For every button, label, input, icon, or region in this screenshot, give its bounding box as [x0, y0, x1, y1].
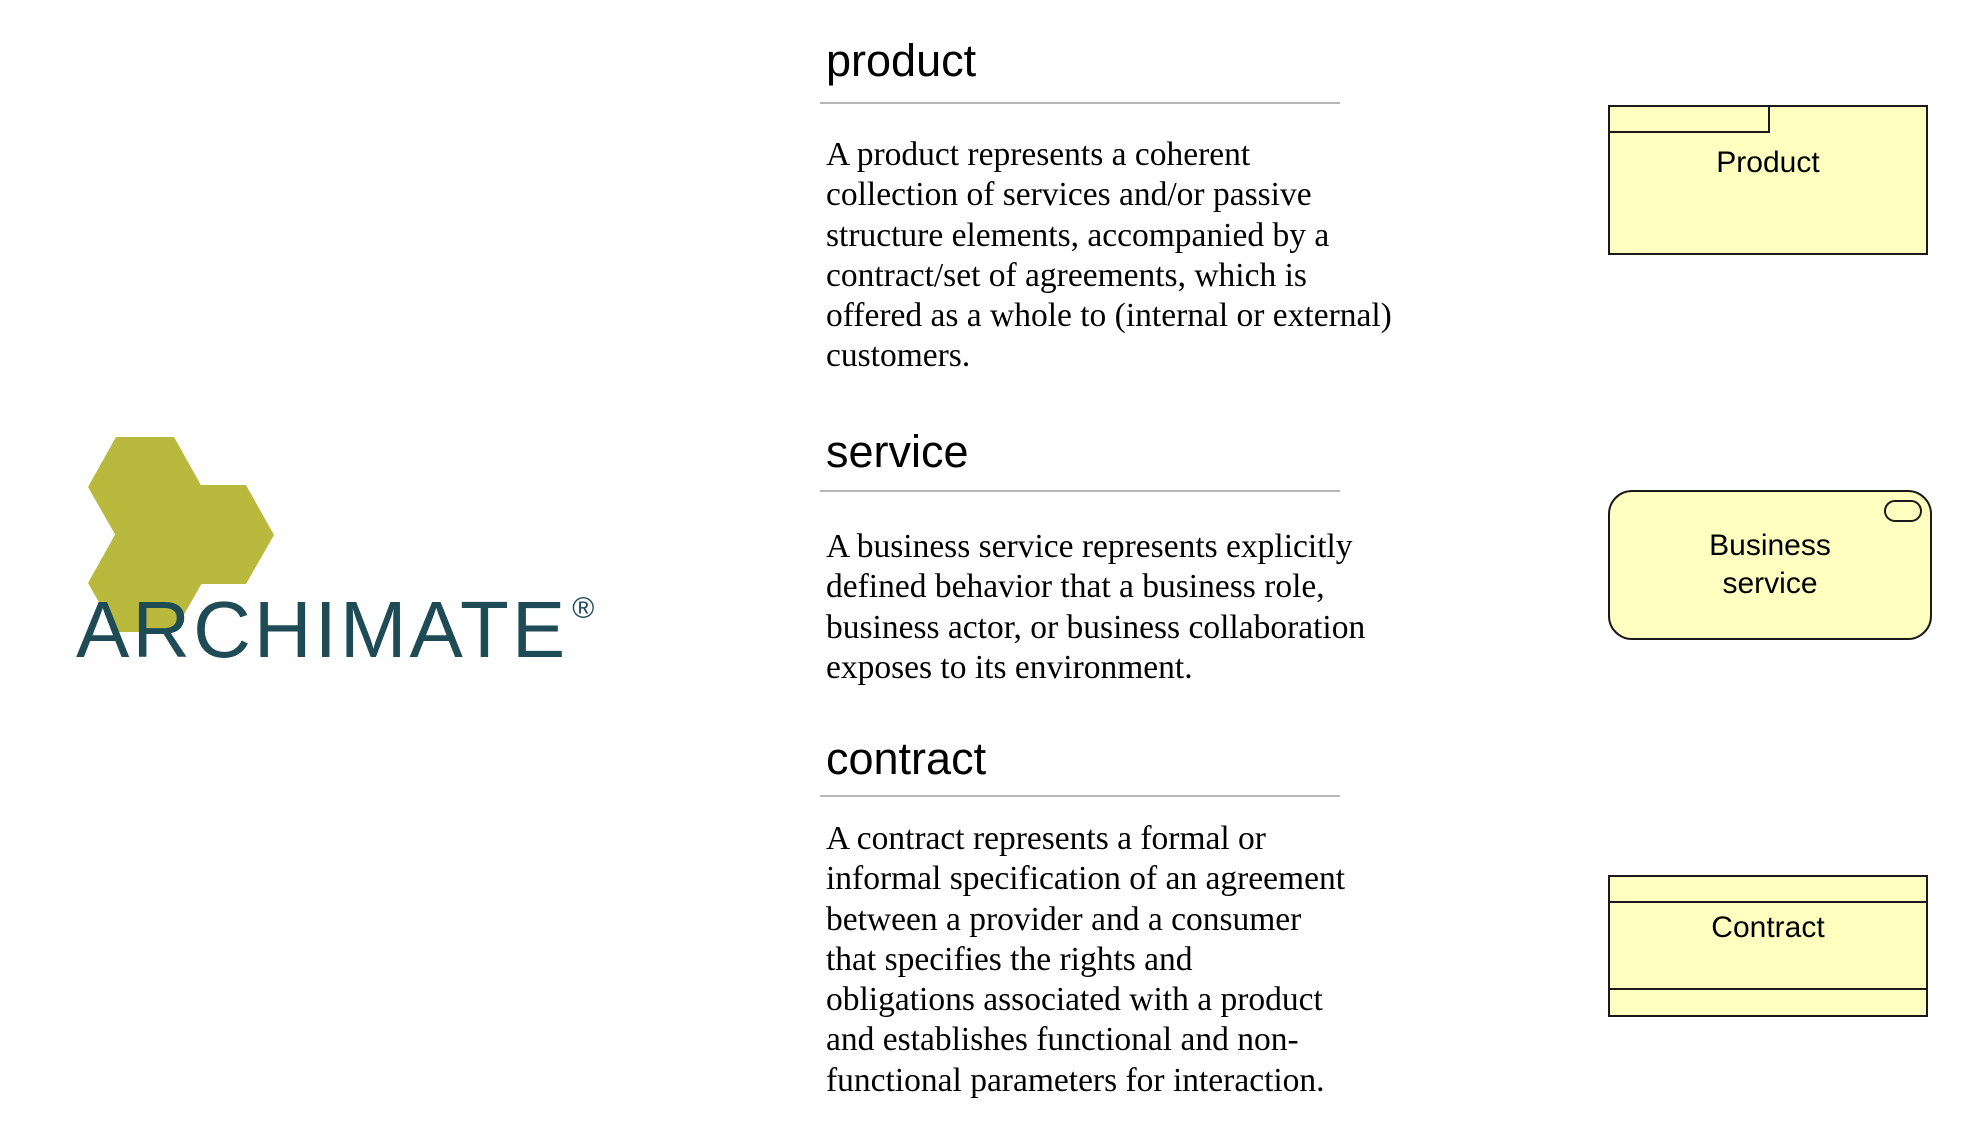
service-pill-icon — [1884, 500, 1922, 522]
section-divider-contract — [820, 795, 1340, 797]
contract-notation-label: Contract — [1711, 911, 1825, 944]
business-service-notation-box — [1608, 490, 1932, 640]
section-title-product: product — [826, 35, 977, 86]
product-notation-label: Product — [1716, 146, 1820, 179]
section-description-product: A product represents a coherent collection of services and/or passive structure elements, accompanied by a contract/set of agreements, which is offered as a whole to (internal or external) customers. — [826, 136, 1392, 375]
section-description-contract: A contract represents a formal or informal specification of an agreement between a provider and a consumer that specifies the rights and obligations associated with a product and establishes functional and non- functional parameters for interaction. — [826, 820, 1346, 1099]
section-description-service: A business service represents explicitly defined behavior that a business role, business actor, or business collaboration exposes to its environment. — [826, 528, 1366, 686]
hexagon-cluster-icon — [70, 430, 230, 580]
section-title-service: service — [826, 426, 969, 477]
business-service-notation-label: Business service — [1709, 529, 1831, 600]
product-notation-box — [1608, 105, 1928, 255]
contract-top-band — [1610, 901, 1926, 903]
section-title-contract: contract — [826, 733, 987, 784]
archimate-wordmark — [76, 585, 595, 674]
archimate-logo — [70, 430, 650, 674]
contract-bottom-band — [1610, 988, 1926, 990]
wordmark-text: ARCHIMATE — [76, 585, 569, 674]
contract-notation-box — [1608, 875, 1928, 1017]
section-divider-product — [820, 102, 1340, 104]
registered-mark: ® — [572, 592, 595, 625]
product-tab-icon — [1610, 107, 1770, 133]
section-divider-service — [820, 490, 1340, 492]
